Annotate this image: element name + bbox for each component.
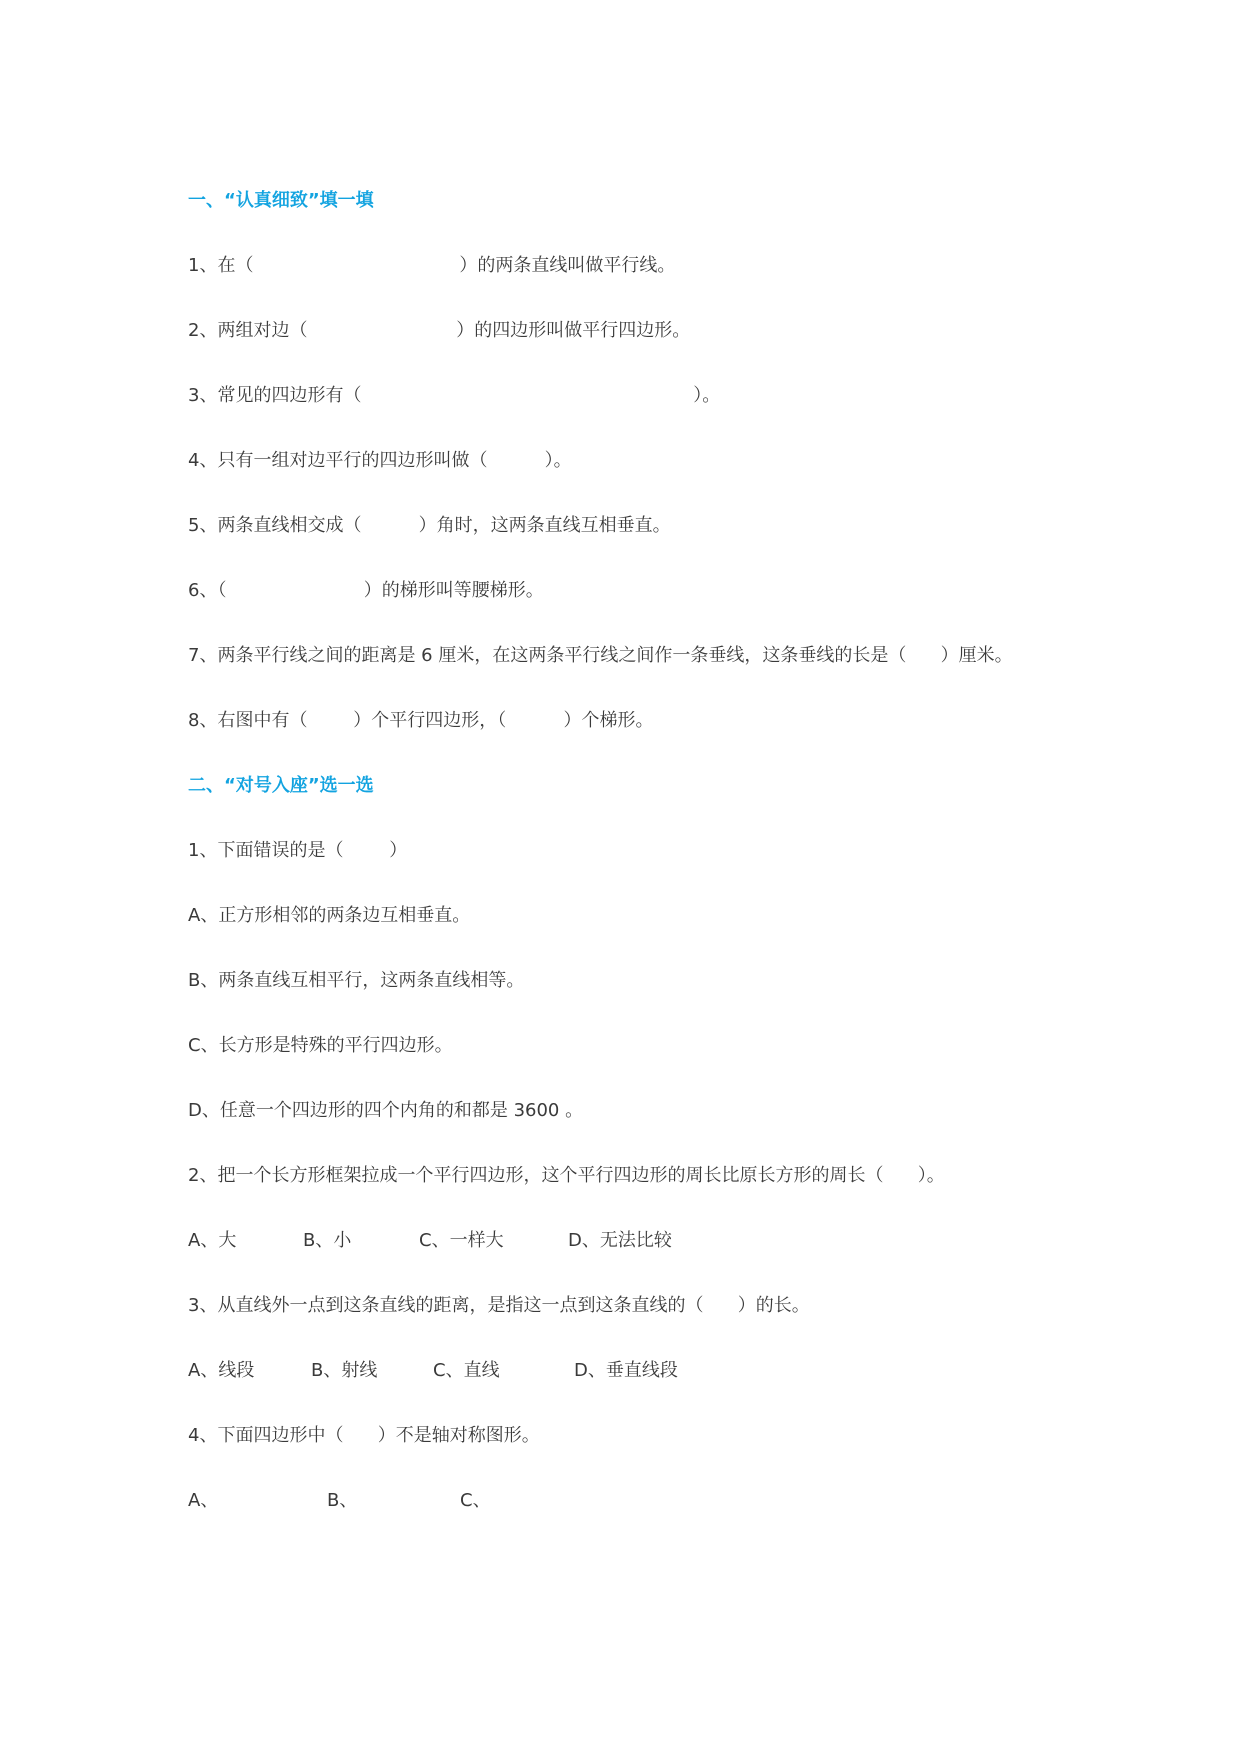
fill-item-3: 3、常见的四边形有（ ）。: [188, 385, 721, 406]
fill-item-2: 2、两组对边（ ）的四边形叫做平行四边形。: [188, 320, 691, 341]
q3-option-a: A、线段: [188, 1360, 255, 1381]
q3-option-c: C、直线: [433, 1360, 500, 1381]
q1-option-a: A、正方形相邻的两条边互相垂直。: [188, 905, 471, 926]
q1-option-c: C、长方形是特殊的平行四边形。: [188, 1035, 453, 1056]
q2-option-b: B、小: [303, 1230, 352, 1251]
fill-item-7: 7、两条平行线之间的距离是 6 厘米，在这两条平行线之间作一条垂线，这条垂线的长是（ ）厘米。: [188, 645, 1013, 666]
q3-option-d: D、垂直线段: [574, 1360, 678, 1381]
q1-option-b: B、两条直线互相平行，这两条直线相等。: [188, 970, 525, 991]
q1-option-d: D、任意一个四边形的四个内角的和都是 3600 。: [188, 1100, 584, 1121]
choice-question-3: 3、从直线外一点到这条直线的距离，是指这一点到这条直线的（ ）的长。: [188, 1295, 810, 1316]
choice-question-4: 4、下面四边形中（ ）不是轴对称图形。: [188, 1425, 540, 1446]
q4-option-b: B、: [327, 1490, 358, 1511]
section1-heading: 一、“认真细致”填一填: [188, 190, 374, 211]
fill-item-1: 1、在（ ）的两条直线叫做平行线。: [188, 255, 676, 276]
fill-item-5: 5、两条直线相交成（ ）角时，这两条直线互相垂直。: [188, 515, 671, 536]
q2-option-a: A、大: [188, 1230, 237, 1251]
q2-option-d: D、无法比较: [568, 1230, 672, 1251]
fill-item-6: 6、（ ）的梯形叫等腰梯形。: [188, 580, 544, 601]
fill-item-4: 4、只有一组对边平行的四边形叫做（ ）。: [188, 450, 572, 471]
section2-heading: 二、“对号入座”选一选: [188, 775, 374, 796]
q2-option-c: C、一样大: [419, 1230, 504, 1251]
q4-option-c: C、: [460, 1490, 491, 1511]
choice-question-1: 1、下面错误的是（ ）: [188, 840, 408, 861]
choice-question-2: 2、把一个长方形框架拉成一个平行四边形，这个平行四边形的周长比原长方形的周长（ ）。: [188, 1165, 945, 1186]
q3-option-b: B、射线: [311, 1360, 378, 1381]
fill-item-8: 8、右图中有（ ）个平行四边形，（ ）个梯形。: [188, 710, 654, 731]
q4-option-a: A、: [188, 1490, 219, 1511]
